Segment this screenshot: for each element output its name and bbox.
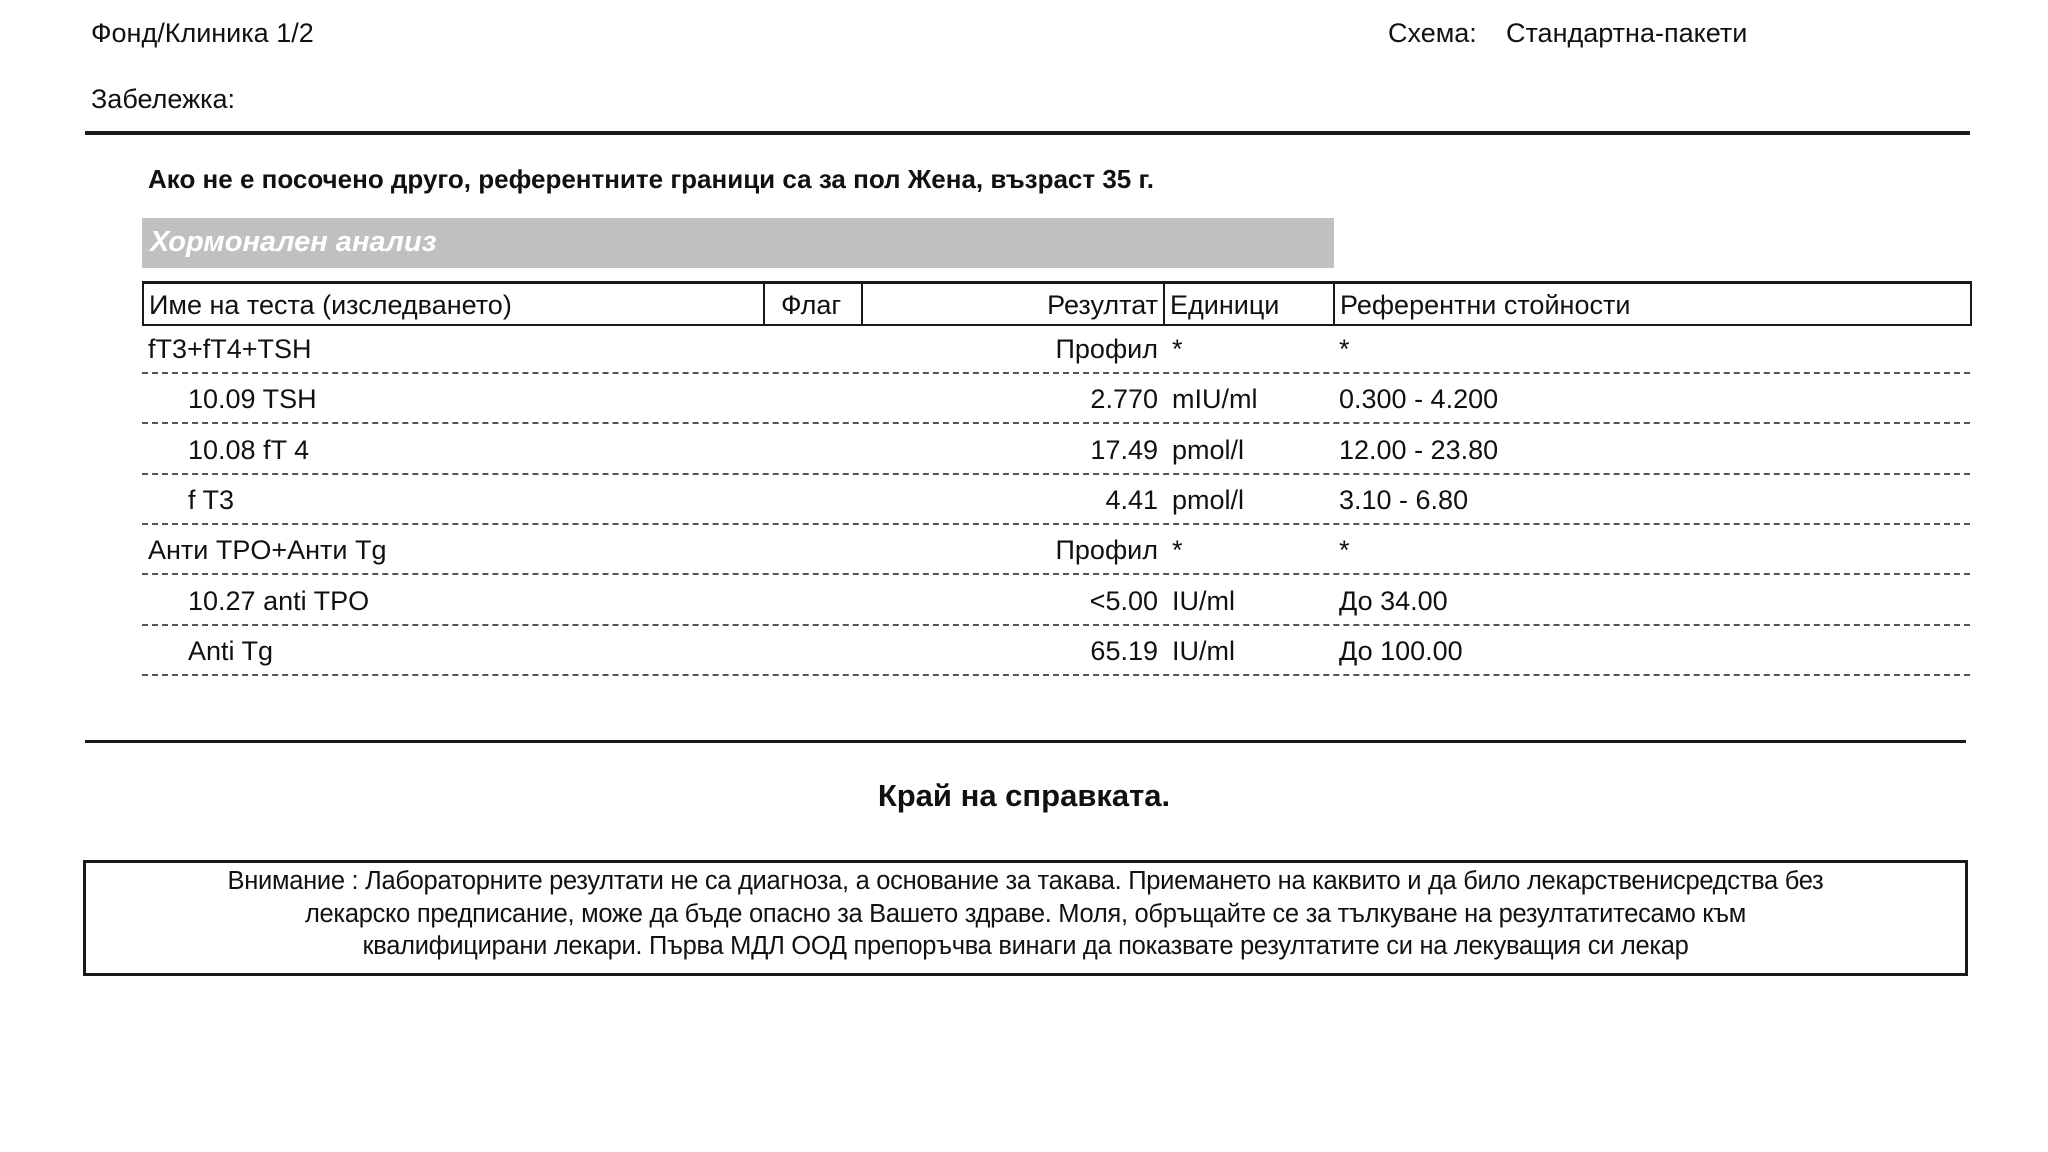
unit: IU/ml — [1172, 635, 1235, 666]
reference-note: Ако не е посочено друго, референтните граници са за пол Жена, възраст 35 г. — [148, 164, 1154, 194]
footer-divider — [85, 740, 1966, 743]
table-row — [142, 374, 1970, 424]
result: 4.41 — [1105, 484, 1158, 515]
result: 65.19 — [1090, 635, 1158, 666]
col-flag: Флаг — [781, 290, 842, 320]
result: Профил — [1055, 535, 1158, 566]
table-header — [142, 281, 1972, 326]
test-name: 10.09 TSH — [188, 384, 317, 415]
table-row — [142, 324, 1970, 374]
table-row — [142, 475, 1970, 525]
test-name: 10.08 fT 4 — [188, 434, 310, 465]
section-title: Хормонален анализ — [150, 226, 437, 258]
reference-range: * — [1339, 535, 1350, 566]
reference-range: До 100.00 — [1339, 635, 1463, 666]
section-band — [142, 218, 1334, 268]
unit: pmol/l — [1172, 434, 1245, 465]
header-divider — [85, 131, 1970, 135]
unit: IU/ml — [1172, 585, 1235, 616]
result: 17.49 — [1090, 434, 1158, 465]
col-divider — [1333, 284, 1335, 324]
note-label: Забележка: — [91, 84, 236, 114]
test-name: 10.27 anti TPO — [188, 585, 370, 616]
warning-line: Внимание : Лабораторните резултати не са диагноза, а основание за такава. Приемането на каквито и да било лекарственисредства без — [227, 867, 1824, 895]
reference-range: * — [1339, 334, 1350, 364]
warning-line: лекарско предписание, може да бъде опасно за Вашето здраве. Моля, обръщайте се за тълкуване на резултатитесамо към — [304, 899, 1747, 928]
scheme-label: Схема: — [1388, 18, 1477, 48]
end-of-report: Край на справката. — [877, 778, 1171, 813]
result: <5.00 — [1089, 585, 1158, 616]
table-row — [142, 525, 1970, 575]
unit: mIU/ml — [1172, 384, 1258, 415]
col-divider — [861, 284, 863, 324]
reference-range: До 34.00 — [1339, 585, 1448, 616]
warning-box — [83, 860, 1968, 976]
test-name: fT3+fT4+TSH — [148, 334, 312, 364]
scheme-value: Стандартна-пакети — [1506, 18, 1748, 48]
unit: * — [1172, 535, 1183, 566]
col-divider — [763, 284, 765, 324]
result: Профил — [1055, 334, 1158, 364]
reference-range: 12.00 - 23.80 — [1339, 434, 1499, 465]
fund-clinic: Фонд/Клиника 1/2 — [91, 18, 314, 48]
reference-range: 0.300 - 4.200 — [1339, 384, 1499, 415]
reference-range: 3.10 - 6.80 — [1339, 484, 1469, 515]
warning-line: квалифицирани лекари. Първа МДЛ ООД препоръчва винаги да показвате резултатите си на лекуващия си лекар — [362, 932, 1689, 960]
unit: pmol/l — [1172, 484, 1245, 515]
col-result: Резултат — [1047, 290, 1158, 320]
unit: * — [1172, 334, 1183, 364]
table-row — [142, 425, 1970, 475]
col-units: Единици — [1170, 290, 1280, 320]
test-name: f T3 — [188, 484, 235, 515]
table-row — [142, 576, 1970, 626]
col-name: Име на теста (изследването) — [149, 290, 512, 320]
col-reference: Референтни стойности — [1340, 290, 1631, 320]
test-name: Anti Tg — [188, 635, 274, 666]
table-row — [142, 626, 1970, 676]
col-divider — [1163, 284, 1165, 324]
row-divider — [142, 674, 1970, 676]
result: 2.770 — [1090, 384, 1158, 415]
test-name: Анти TPO+Анти Tg — [148, 535, 387, 566]
